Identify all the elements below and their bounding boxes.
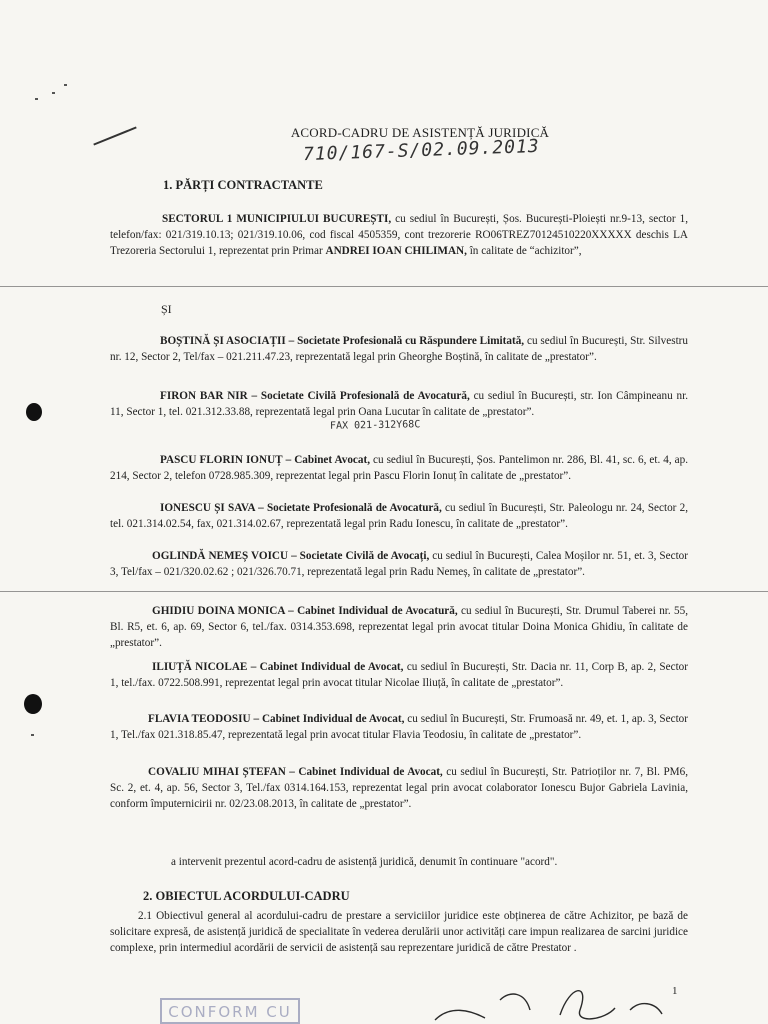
fax-note-handwritten: FAX 021-312Y68C — [329, 419, 421, 432]
provider-details: cu sediul în București, Șos. Pantelimon nr. 286, Bl. 41, sc. 6, et. 4, ap. 214, Sector 2, telefon 0728.985.309, reprezentat legal prin Pascu Florin Ionuț în calitate de „prestator”. — [110, 454, 689, 482]
provider-details: cu sediul în București, Calea Moșilor nr. 51, et. 3, Sector 3, Tel/fax – 021/320.02.62 ; 021/326.70.71, reprezentată legal prin Radu Nemeș, în calitate de „prestator”. — [110, 550, 689, 578]
document-title: ACORD-CADRU DE ASISTENȚĂ JURIDICĂ — [290, 125, 550, 140]
intervened-statement: a intervenit prezentul acord-cadru de asistență juridică, denumit în continuare "acord". — [171, 856, 558, 868]
provider-details: cu sediul în București, Str. Frumoasă nr. 49, et. 1, ap. 3, Sector 1, Tel./fax 021.318.85.47, reprezentată legal prin avocat titular Flavia Teodosiu, în calitate de „prestator”. — [110, 713, 688, 741]
provider-paragraph — [110, 764, 688, 812]
page-number: 1 — [672, 985, 678, 997]
provider-paragraph — [110, 659, 688, 691]
provider-paragraph — [110, 333, 688, 365]
provider-paragraph — [110, 711, 688, 743]
pen-stroke-mark — [93, 126, 136, 145]
provider-paragraph — [110, 388, 688, 420]
scan-speck — [35, 98, 38, 100]
provider-details: cu sediul în București, str. Ion Câmpineanu nr. 11, Sector 1, tel. 021.312.33.88, reprezentată legal prin Oana Lucutar în calitate de „prestator”. — [110, 390, 688, 418]
provider-name: GHIDIU DOINA MONICA – Cabinet Individual de Avocatură, — [152, 605, 458, 617]
provider-paragraph — [110, 603, 688, 651]
provider-paragraph — [110, 452, 688, 484]
section-1-heading: 1. PĂRȚI CONTRACTANTE — [163, 178, 323, 192]
provider-details: cu sediul în București, Str. Patrioților nr. 7, Bl. PM6, Sc. 2, et. 4, ap. 56, Sector 3, Tel./fax 0314.164.153, reprezentat legal prin avocat colaborator Ionescu Bujor Gabriela Lavinia, conform împuternicirii nr. 02/23.08.2013, în calitate de „prestator”. — [110, 766, 689, 810]
scan-speck — [31, 734, 34, 736]
provider-name: FLAVIA TEODOSIU – Cabinet Individual de Avocat, — [148, 713, 405, 725]
party-main-details: cu sediul în București, Șos. București-Ploiești nr.9-13, sector 1, telefon/fax: 021/319.10.13; 021/319.10.06, cod fiscal 4505359, cont trezorerie RO06TREZ70124510220XXXXX deschis LA Trezoreria Sectorului 1, reprezentat prin Primar — [110, 213, 689, 257]
scan-speck — [64, 84, 67, 86]
section-2-heading: 2. OBIECTUL ACORDULUI-CADRU — [143, 889, 350, 903]
provider-name: IONESCU ȘI SAVA – Societate Profesională de Avocatură, — [160, 502, 442, 514]
provider-name: PASCU FLORIN IONUȚ – Cabinet Avocat, — [160, 454, 371, 466]
provider-details: cu sediul în București, Str. Dacia nr. 11, Corp B, ap. 2, Sector 1, tel./fax. 0722.508.991, reprezentat legal prin avocat titular Nicolae Iliuță, în calitate de „prestator”. — [110, 661, 689, 689]
provider-name: BOȘTINĂ ȘI ASOCIAȚII – Societate Profesională cu Răspundere Limitată, — [160, 335, 525, 347]
clause-2-1 — [110, 908, 688, 956]
clause-2-1-text: 2.1 Obiectivul general al acordului-cadru de prestare a serviciilor juridice este obținerea de către Achizitor, pe bază de solicitare expresă, de asistență juridică de specialitate în vederea derulării unor activități care impun realizarea de sarcini juridice complexe, prin intermediul acordării de servicii de asistență sau reprezentare juridică de către Prestator . — [110, 910, 688, 954]
signature-scribble — [430, 980, 670, 1024]
scan-line — [0, 591, 768, 592]
party-main-role: în calitate de “achizitor”, — [469, 245, 582, 257]
provider-paragraph — [110, 548, 688, 580]
scan-speck — [52, 92, 55, 94]
registration-number-handwritten: 710/167-S/02.09.2013 — [302, 135, 541, 166]
provider-name: OGLINDĂ NEMEȘ VOICU – Societate Civilă de Avocați, — [152, 550, 430, 562]
provider-name: FIRON BAR NIR – Societate Civilă Profesională de Avocatură, — [160, 390, 470, 402]
punch-hole-bottom — [24, 694, 42, 714]
provider-name: ILIUȚĂ NICOLAE – Cabinet Individual de Avocat, — [152, 661, 404, 673]
party-main-name: SECTORUL 1 MUNICIPIULUI BUCUREȘTI, — [162, 213, 392, 225]
provider-details: cu sediul în București, Str. Drumul Taberei nr. 55, Bl. R5, et. 6, ap. 69, Sector 6, tel./fax. 0314.353.698, reprezentat legal prin avocat titular Doina Monica Ghidiu, în calitate de „prestator”. — [110, 605, 689, 649]
scan-line — [0, 286, 768, 287]
provider-paragraph — [110, 500, 688, 532]
punch-hole-top — [26, 403, 42, 421]
provider-details: cu sediul în București, Str. Paleologu nr. 24, Sector 2, tel. 021.314.02.54, fax, 021.314.02.67, reprezentată legal prin Radu Ionescu, în calitate de „prestator”. — [110, 502, 689, 530]
and-conjunction: ȘI — [161, 302, 172, 316]
provider-name: COVALIU MIHAI ȘTEFAN – Cabinet Individual de Avocat, — [148, 766, 443, 778]
party-main-paragraph — [110, 211, 688, 259]
conform-stamp: CONFORM CU — [160, 998, 300, 1024]
party-main-mayor: ANDREI IOAN CHILIMAN, — [325, 245, 467, 257]
provider-details: cu sediul în București, Str. Silvestru nr. 12, Sector 2, Tel/fax – 021.211.47.23, reprezentată legal prin Gheorghe Boștină, în calitate de „prestator”. — [110, 335, 689, 363]
